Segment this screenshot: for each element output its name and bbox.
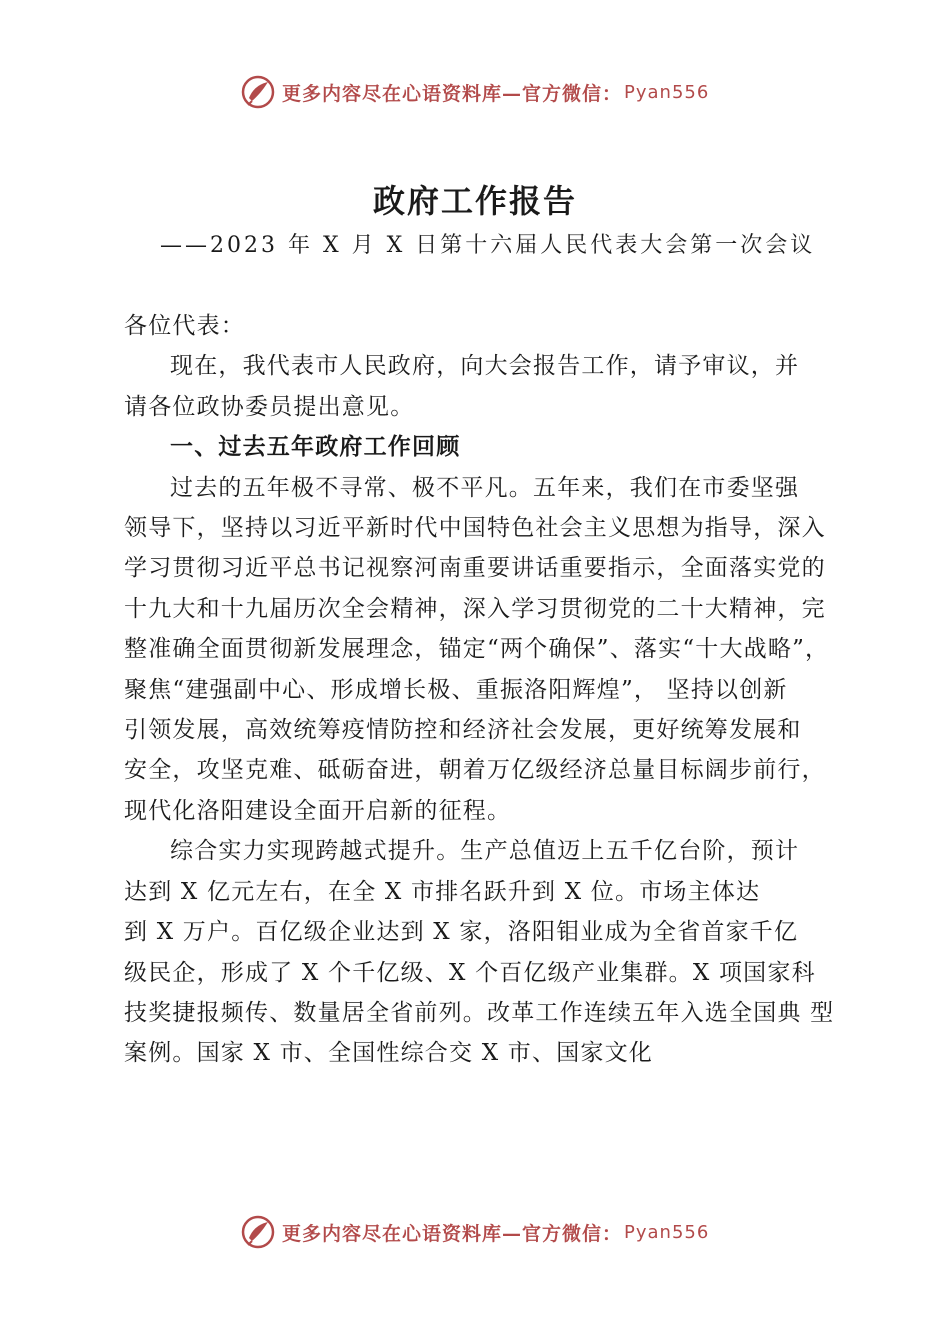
intro-line: 请各位政协委员提出意见。 bbox=[124, 393, 415, 420]
watermark-text: 更多内容尽在心语资料库—官方微信： bbox=[282, 82, 623, 105]
paragraph-line: 安全，攻坚克难、砥砺奋进，朝着万亿级经济总量目标阔步前行， bbox=[124, 757, 826, 784]
salutation: 各位代表： bbox=[124, 313, 245, 339]
paragraph-line: 引领发展，高效统筹疫情防控和经济社会发展，更好统筹发展和 bbox=[124, 717, 802, 744]
watermark-text: 更多内容尽在心语资料库—官方微信： bbox=[282, 1222, 623, 1245]
paragraph-line: 案例。国家 X 市、全国性综合交 X 市、国家文化 bbox=[124, 1040, 653, 1067]
paragraph-line: 综合实力实现跨越式提升。生产总值迈上五千亿台阶，预计 bbox=[170, 838, 800, 865]
paragraph-line: 过去的五年极不寻常、极不平凡。五年来，我们在市委坚强 bbox=[170, 474, 800, 501]
brand-logo-icon bbox=[240, 1214, 276, 1250]
document-body bbox=[124, 306, 834, 1074]
document-title: 政府工作报告 bbox=[372, 182, 577, 220]
paragraph-line: 级民企，形成了 X 个千亿级、X 个百亿级产业集群。X 项国家科 bbox=[124, 959, 816, 986]
paragraph-line: 整准确全面贯彻新发展理念，锚定“两个确保”、落实“十大战略”， bbox=[124, 636, 830, 663]
intro-line: 现在，我代表市人民政府，向大会报告工作，请予审议，并 bbox=[170, 353, 800, 380]
paragraph-line: 现代化洛阳建设全面开启新的征程。 bbox=[124, 797, 512, 824]
paragraph-review bbox=[124, 468, 834, 832]
watermark-footer bbox=[240, 1212, 760, 1252]
paragraph-line: 十九大和十九届历次全会精神，深入学习贯彻党的二十大精神，完 bbox=[124, 595, 826, 622]
brand-logo-icon bbox=[240, 74, 276, 110]
watermark-header bbox=[240, 72, 760, 112]
intro-paragraph bbox=[124, 346, 834, 427]
document-subtitle: ——2023 年 X 月 X 日第十六届人民代表大会第一次会议 bbox=[160, 233, 816, 258]
watermark-handle: Pyan556 bbox=[624, 81, 710, 103]
paragraph-line: 学习贯彻习近平总书记视察河南重要讲话重要指示，全面落实党的 bbox=[124, 555, 826, 582]
paragraph-strength bbox=[124, 831, 834, 1073]
watermark-handle: Pyan556 bbox=[624, 1221, 710, 1243]
paragraph-line: 聚焦“建强副中心、形成增长极、重振洛阳辉煌”， 坚持以创新 bbox=[124, 676, 788, 703]
paragraph-line: 达到 X 亿元左右，在全 X 市排名跃升到 X 位。市场主体达 bbox=[124, 878, 761, 905]
paragraph-line: 领导下，坚持以习近平新时代中国特色社会主义思想为指导，深入 bbox=[124, 515, 826, 542]
paragraph-line: 技奖捷报频传、数量居全省前列。改革工作连续五年入选全国典 型 bbox=[124, 999, 835, 1026]
section-heading: 一、过去五年政府工作回顾 bbox=[170, 434, 461, 461]
paragraph-line: 到 X 万户。百亿级企业达到 X 家，洛阳钼业成为全省首家千亿 bbox=[124, 919, 799, 946]
